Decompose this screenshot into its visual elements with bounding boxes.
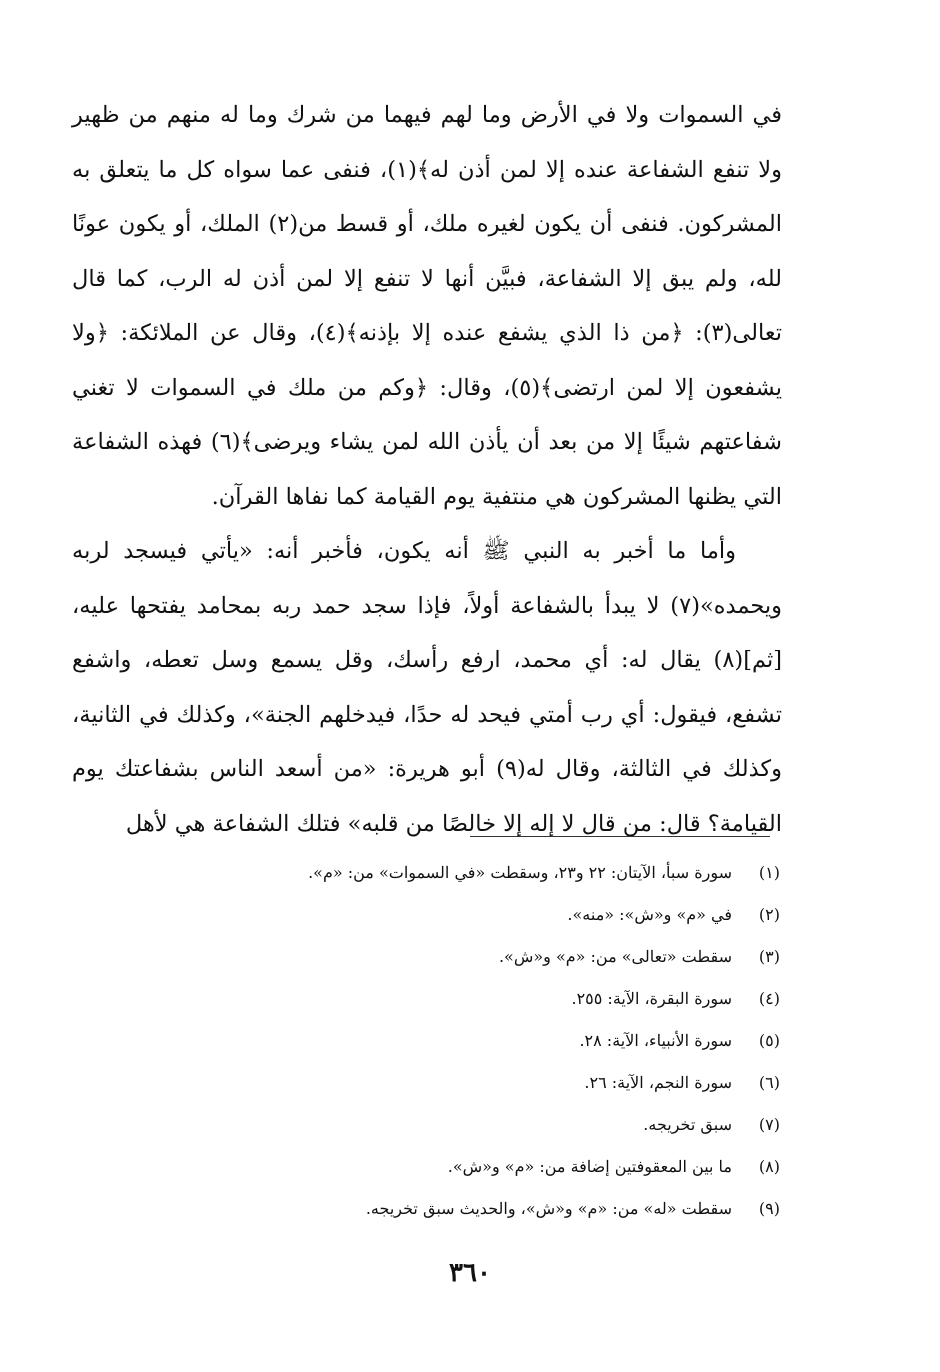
footnote-text: سورة النجم، الآية: ٢٦.: [584, 1073, 732, 1092]
footnote-text: سقطت «له» من: «م» و«ش»، والحديث سبق تخريجه.: [365, 1199, 732, 1218]
footnote-number: (١): [758, 863, 780, 882]
footnote-text: في «م» و«ش»: «منه».: [567, 905, 732, 924]
footnote-text: ما بين المعقوفتين إضافة من: «م» و«ش».: [447, 1157, 732, 1176]
footnote-text: سبق تخريجه.: [643, 1115, 732, 1134]
footnote-item: [150, 1146, 780, 1188]
footnote-item: [150, 1020, 780, 1062]
footnote-number: (٨): [758, 1157, 780, 1176]
footnote-text: سقطت «تعالى» من: «م» و«ش».: [498, 947, 732, 966]
footnotes-list: [150, 852, 780, 1230]
footnote-divider: [470, 836, 770, 837]
footnote-item: [150, 894, 780, 936]
footnote-item: [150, 1104, 780, 1146]
paragraph-2: وأما ما أخبر به النبي ﷺ أنه يكون، فأخبر أنه: «يأتي فيسجد لربه ويحمده»(٧) لا يبدأ بالشفاعة أولاً، فإذا سجد حمد ربه بمحامد يفتحها عليه، [ثم](٨) يقال له: أي محمد، ارفع رأسك، وقل يسمع وسل تعطه، واشفع تشفع، فيقول: أي رب أمتي فيحد له حدًا، فيدخلهم الجنة»، وكذلك في الثانية، وكذلك في الثالثة، وقال له(٩) أبو هريرة: «من أسعد الناس بشفاعتك يوم القيامة؟ قال: من قال لا إله إلا خالصًا من قلبه» فتلك الشفاعة هي لأهل: [72, 538, 782, 837]
footnote-number: (٧): [758, 1115, 780, 1134]
footnote-item: [150, 1188, 780, 1230]
footnote-item: [150, 978, 780, 1020]
footnote-text: سورة البقرة، الآية: ٢٥٥.: [571, 989, 732, 1008]
footnote-number: (٤): [758, 989, 780, 1008]
footnote-number: (٥): [758, 1031, 780, 1050]
footnote-item: [150, 936, 780, 978]
main-text: [72, 88, 782, 851]
page-number: ٣٦٠: [449, 1258, 491, 1288]
footnote-item: [150, 852, 780, 894]
footnote-number: (٩): [758, 1199, 780, 1218]
footnote-number: (٦): [758, 1073, 780, 1092]
footnote-text: سورة سبأ، الآيتان: ٢٢ و٢٣، وسقطت «في السموات» من: «م».: [308, 863, 732, 882]
paragraph-1: في السموات ولا في الأرض وما لهم فيهما من شرك وما له منهم من ظهير ولا تنفع الشفاعة عنده إلا لمن أذن له﴾(١)، فنفى عما سواه كل ما يتعلق به المشركون. فنفى أن يكون لغيره ملك، أو قسط من(٢) الملك، أو يكون عونًا لله، ولم يبق إلا الشفاعة، فبيَّن أنها لا تنفع إلا لمن أذن له الرب، كما قال تعالى(٣): ﴿من ذا الذي يشفع عنده إلا بإذنه﴾(٤)، وقال عن الملائكة: ﴿ولا يشفعون إلا لمن ارتضى﴾(٥)، وقال: ﴿وكم من ملك في السموات لا تغني شفاعتهم شيئًا إلا من بعد أن يأذن الله لمن يشاء ويرضى﴾(٦) فهذه الشفاعة التي يظنها المشركون هي منتفية يوم القيامة كما نفاها القرآن.: [72, 102, 782, 510]
footnote-text: سورة الأنبياء، الآية: ٢٨.: [579, 1031, 732, 1050]
footnote-number: (٢): [758, 905, 780, 924]
footnote-number: (٣): [758, 947, 780, 966]
footnote-item: [150, 1062, 780, 1104]
